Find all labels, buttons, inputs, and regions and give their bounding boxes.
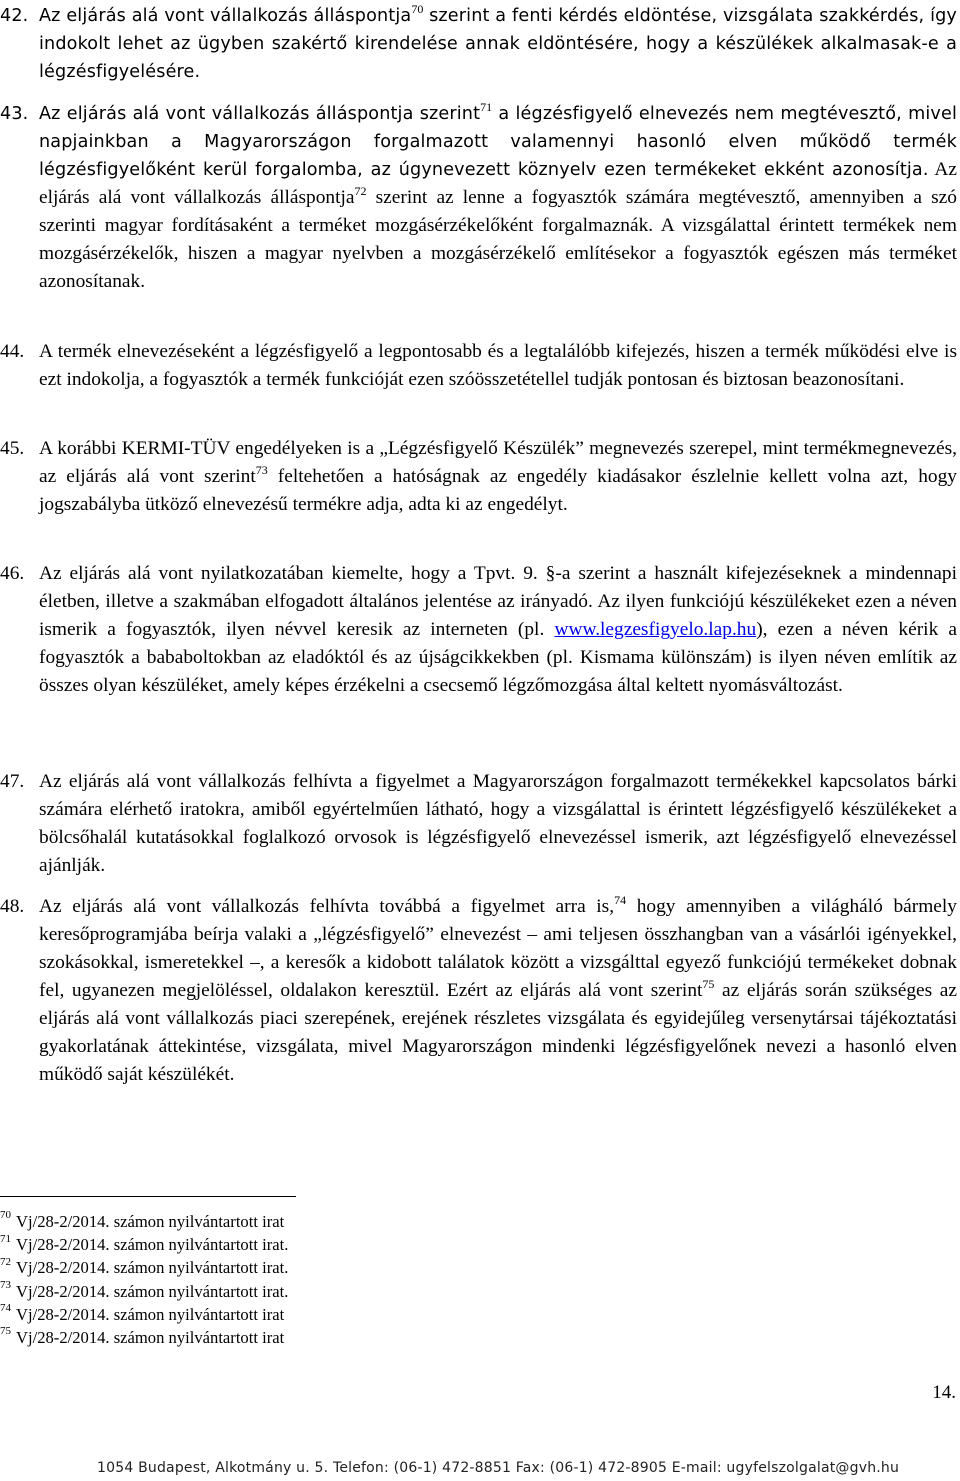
- footnotes: [0, 1210, 288, 1349]
- text-segment: szerint a fenti kérdés eldöntése, vizsgálata szakkérdés, így indokolt lehet az ügyben szakértő kirendelése annak eldöntésére, hogy a készülékek alkalmasak-e a légzésfigyelésére.: [39, 6, 957, 82]
- footnote-text: Vj/28-2/2014. számon nyilvántartott irat.: [16, 1281, 289, 1301]
- text-segment: hogy amennyiben a világháló bármely keresőprogramjába beírja valaki a „légzésfigyelő” elnevezést – ami teljesen összhangban van a vásárlói igényekkel, szokásokkal, ismeretekkel –, a keresők a kidobott találatok között a vizsgálttal egyező funkciójú termékeket dobnak fel, ugyanezen megjelöléssel, oldalakon keresztül. Ezért az eljárás alá vont szerint: [39, 896, 957, 1001]
- page-number: 14.: [932, 1382, 956, 1403]
- paragraph-48: [0, 893, 957, 1089]
- text-segment: Az eljárás alá vont vállalkozás álláspontja: [39, 159, 957, 208]
- footnote-ref: 75: [702, 976, 715, 991]
- text-segment: ), ezen a néven kérik a fogyasztók a bababoltokban az eladóktól és az újságcikkekben (pl. Kismama különszám) is ilyen néven említik az összes olyan készüléket, amely képes érzékelni a csecsemő légzőmozgása által keltett nyomásváltozást.: [39, 619, 957, 696]
- footnote-text: Vj/28-2/2014. számon nyilvántartott irat: [16, 1328, 285, 1348]
- paragraph-body: [39, 435, 957, 519]
- paragraph-number: 42.: [0, 6, 29, 26]
- text-segment: Az eljárás alá vont nyilatkozatában kiemelte, hogy a Tpvt. 9. §-a szerint a használt kifejezéseknek a mindennapi életben, illetve a szakmában elfogadott általános jelentése az irányadó. Az ilyen funkciójú készülékeket ezen a néven ismerik a fogyasztók, ilyen névvel keresik az interneten (pl.: [39, 563, 957, 640]
- paragraph-body: [39, 893, 957, 1089]
- footnote-number: 71: [0, 1232, 11, 1245]
- website-link[interactable]: www.legzesfigyelo.lap.hu: [554, 619, 757, 640]
- text-segment: Az eljárás alá vont vállalkozás felhívta a figyelmet a Magyarországon forgalmazott termékekkel kapcsolatos bárki számára elérhető iratokra, amiből egyértelműen látható, hogy a vizsgálattal is érintett légzésfigyelő készülékeket a bölcsőhalál kutatásokkal foglalkozó orvosok is légzésfigyelő elnevezéssel ismerik, azt légzésfigyelő elnevezéssel ajánlják.: [39, 771, 957, 876]
- text-segment: szerint az lenne a fogyasztók számára megtévesztő, amennyiben a szó szerinti magyar fordításaként a terméket mozgásérzékelőként forgalmaznák. A vizsgálattal érintett termékek nem mozgásérzékelők, hiszen a magyar nyelvben a mozgásérzékelő említésekor a fogyasztók egészen más terméket azonosítanak.: [39, 187, 957, 292]
- footnote-text: Vj/28-2/2014. számon nyilvántartott irat: [16, 1212, 285, 1231]
- footnote-text: Vj/28-2/2014. számon nyilvántartott irat: [16, 1304, 285, 1324]
- paragraph-body: [39, 560, 957, 700]
- footnote-number: 72: [0, 1255, 11, 1268]
- footnote: [0, 1280, 288, 1303]
- paragraph-45: [0, 435, 957, 519]
- footnote-number: 74: [0, 1302, 11, 1315]
- footnote-number: 73: [0, 1279, 11, 1292]
- footnote-number: 75: [0, 1325, 11, 1338]
- paragraph-body: [39, 768, 957, 880]
- text-segment: Az eljárás alá vont vállalkozás álláspontja szerint: [39, 104, 481, 124]
- paragraph-body: [39, 338, 957, 394]
- footnote-ref: 72: [354, 183, 367, 198]
- paragraph-47: [0, 768, 957, 880]
- paragraph-body: [39, 2, 957, 86]
- text-segment: feltehetően a hatóságnak az engedély kiadásakor észlelnie kellett volna azt, hogy jogszabályba ütköző elnevezésű termékre adja, adta ki az engedélyt.: [39, 466, 957, 515]
- paragraph-number: 43.: [0, 104, 29, 124]
- text-segment: az eljárás során szükséges az eljárás alá vont vállalkozás piaci szerepének, erejének részletes vizsgálata és egyidejűleg versenytársai tájékoztatási gyakorlatának áttekintése, vizsgálata, mivel Magyarországon mindenki légzésfigyelőnek nevezi a hasonló elven működő saját készülékét.: [39, 980, 957, 1085]
- paragraph-number: 46.: [0, 563, 25, 584]
- footnote-separator: [0, 1196, 296, 1197]
- text-segment: A termék elnevezéseként a légzésfigyelő a legpontosabb és a legtalálóbb kifejezés, hiszen a termék működési elve is ezt indokolja, a fogyasztók a termék funkcióját ezen szóösszetétellel tudják pontosan és biztosan beazonosítani.: [39, 341, 957, 390]
- text-segment: Az eljárás alá vont vállalkozás felhívta továbbá a figyelmet arra is,: [39, 896, 615, 917]
- footnote: [0, 1256, 288, 1279]
- footnote-text: Vj/28-2/2014. számon nyilvántartott irat.: [16, 1235, 289, 1255]
- paragraph-46: [0, 560, 957, 700]
- paragraph-43: [0, 100, 957, 296]
- footnote: [0, 1326, 288, 1349]
- paragraph-number: 45.: [0, 438, 25, 459]
- footnote: [0, 1233, 288, 1256]
- footnote-number: 70: [0, 1209, 11, 1222]
- text-segment: A korábbi KERMI-TÜV engedélyeken is a „Légzésfigyelő Készülék” megnevezés szerepel, mint termékmegnevezés, az eljárás alá vont szerint: [39, 438, 957, 487]
- footnote-ref: 70: [411, 1, 424, 16]
- footnote: [0, 1303, 288, 1326]
- paragraph-number: 48.: [0, 896, 25, 917]
- paragraph-body: [39, 100, 957, 296]
- footnote-ref: 74: [614, 892, 627, 907]
- text-segment: Az eljárás alá vont vállalkozás álláspontja: [39, 6, 412, 26]
- text-segment: a légzésfigyelő elnevezés nem megtévesztő, mivel napjainkban a Magyarországon forgalmazott valamennyi hasonló elven működő termék légzésfigyelőként kerül forgalomba, az úgynevezett köznyelv ezen termékeket ekként azonosítja.: [39, 104, 957, 180]
- footnote-text: Vj/28-2/2014. számon nyilvántartott irat.: [16, 1258, 289, 1278]
- footnote-ref: 73: [255, 462, 268, 477]
- paragraph-42: [0, 2, 957, 86]
- footnote: [0, 1210, 288, 1233]
- page-footer: 1054 Budapest, Alkotmány u. 5. Telefon: (06-1) 472-8851 Fax: (06-1) 472-8905 E-mail: ugyfelszolgalat@gvh.hu: [97, 1460, 900, 1476]
- footnote-ref: 71: [480, 99, 493, 114]
- paragraph-number: 47.: [0, 771, 25, 792]
- paragraph-44: [0, 338, 957, 394]
- paragraph-number: 44.: [0, 341, 25, 362]
